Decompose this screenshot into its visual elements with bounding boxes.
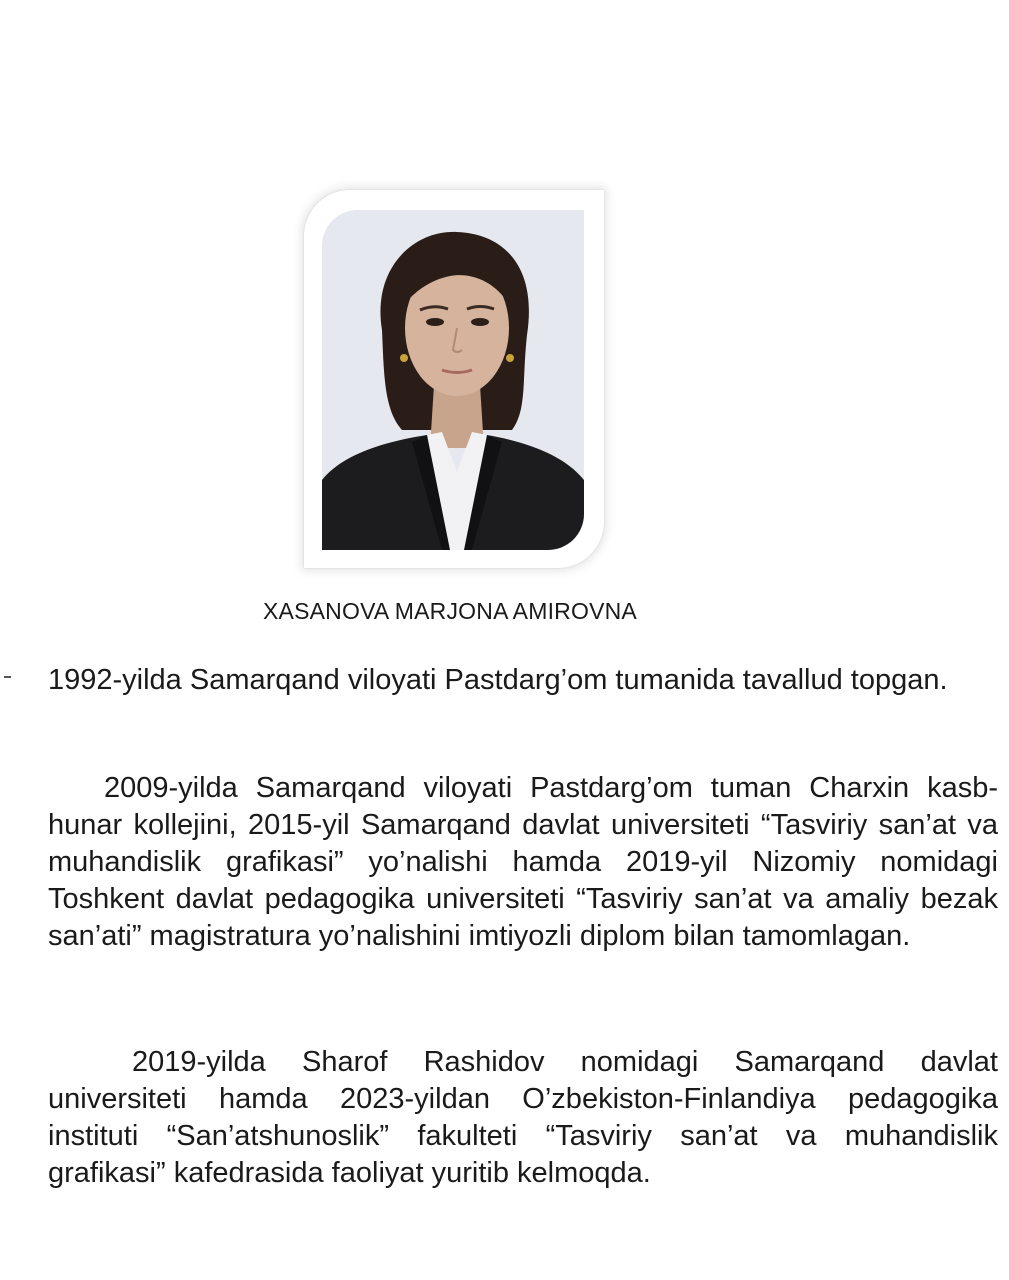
portrait-illustration [322,210,584,550]
bio-paragraph-career: 2019-yilda Sharof Rashidov nomidagi Samarqand davlat universiteti hamda 2023-yildan O’zbekiston-Finlandiya pedagogika instituti “San’atshunoslik” fakulteti “Tasviriy san’at va muhandislik grafikasi” kafedrasida faoliyat yuritib kelmoqda. [48,1046,998,1189]
portrait-photo [322,210,584,550]
bio-paragraph-education: 2009-yilda Samarqand viloyati Pastdarg’om tuman Charxin kasb-hunar kollejini, 2015-yil Samarqand davlat universiteti “Tasviriy san’at va muhandislik grafikasi” yo’nalishi hamda 2019-yil Nizomiy nomidagi Toshkent davlat pedagogika universiteti “Tasviriy san’at va amaliy bezak san’ati” magistratura yo’nalishini imtiyozli diplom bilan tamomlagan. [48,772,998,952]
bio-paragraph-birth: 1992-yilda Samarqand viloyati Pastdarg’om tumanida tavallud topgan. [48,664,948,696]
list-dash [4,676,11,678]
photo-frame [304,190,604,568]
person-name: XASANOVA MARJONA AMIROVNA [263,598,637,624]
